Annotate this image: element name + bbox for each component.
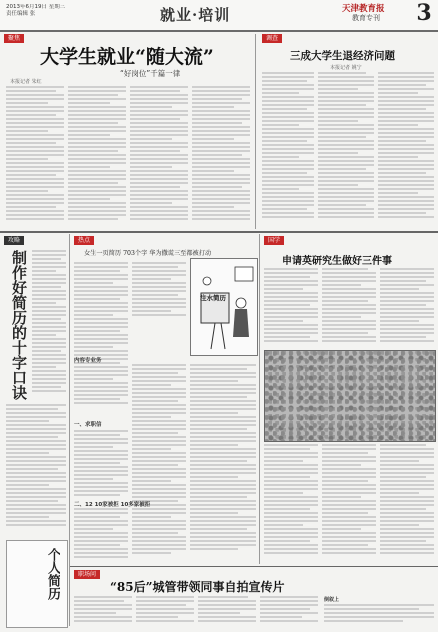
hotspot-subhead-1: 内容专业务	[74, 358, 102, 364]
bottom-col-4	[260, 596, 318, 628]
newspaper-brand-sub: 教育专刊	[352, 14, 380, 22]
survey-col-3	[378, 72, 434, 226]
bottom-col-2	[136, 596, 194, 628]
main-article-col-1	[6, 86, 64, 226]
strategy-col-1	[32, 250, 66, 400]
hotspot-subhead-3: 二、12 10家被拒 10多家被拒	[74, 502, 151, 508]
survey-headline: 三成大学生退经济问题	[290, 50, 395, 62]
survey-col-2	[318, 72, 374, 226]
study-headline: 申请英研究生做好三件事	[282, 256, 392, 267]
hotspot-col-4	[74, 430, 128, 500]
survey-col-1	[262, 72, 314, 226]
cartoon-label: 注水简历	[200, 294, 226, 302]
bottom-headline: “85后”城管带领同事自拍宣传片	[110, 580, 285, 594]
column-divider	[69, 234, 70, 626]
column-divider	[255, 34, 256, 229]
study-tag: 国学	[264, 236, 284, 245]
bottom-col-5	[324, 604, 434, 628]
date-line	[6, 4, 65, 18]
strategy-col-2	[6, 404, 66, 532]
graduation-crowd-photo	[264, 350, 436, 442]
page-number: 3	[416, 2, 432, 24]
bottom-subhead: 倒叙上	[324, 597, 340, 603]
focus-tag: 聚焦	[4, 34, 24, 43]
bottom-col-1	[74, 596, 132, 628]
bottom-section-divider	[70, 566, 438, 567]
column-divider	[259, 234, 260, 564]
cartoon-drawing	[191, 259, 257, 355]
strategy-tag: 攻略	[4, 236, 24, 245]
main-headline: 大学生就业“随大流”	[40, 46, 214, 68]
hotspot-col-5	[74, 508, 128, 568]
study-col-3	[380, 268, 434, 348]
workplace-tag: 职场问	[74, 570, 100, 579]
study-col-2	[322, 268, 376, 348]
hotspot-subhead-2: 一、求职信	[74, 422, 102, 428]
section-title: 就业·培训	[160, 6, 231, 24]
hotspot-col-6	[190, 364, 256, 564]
main-article-col-4	[192, 86, 250, 226]
hotspot-col-2	[132, 262, 186, 322]
study-col-4	[264, 444, 318, 564]
editor-text: 责任编辑 张	[6, 11, 36, 17]
strategy-vertical-headline: 制作好简历的十字口诀	[10, 250, 28, 400]
resume-illustration-caption: 个人简历	[45, 548, 60, 600]
bottom-col-3	[198, 596, 256, 628]
hotspot-col-3	[132, 364, 186, 564]
main-subheadline: “好岗位”千篇一律	[120, 69, 181, 78]
survey-tag: 调查	[262, 34, 282, 43]
cartoon-illustration	[190, 258, 258, 356]
main-byline: 本报记者 朱红	[10, 79, 42, 85]
main-article-col-3	[130, 86, 188, 226]
main-article-col-2	[68, 86, 126, 226]
section-divider	[0, 231, 438, 233]
newspaper-brand: 天津教育报	[342, 4, 385, 14]
study-col-5	[322, 444, 376, 564]
study-col-6	[380, 444, 434, 564]
date-text: 2013年6月19日 星期三	[6, 4, 66, 10]
survey-byline: 本报记者 姚宁	[330, 65, 362, 71]
hotspot-tag: 热点	[74, 236, 94, 245]
hotspot-col-1	[74, 262, 128, 412]
hotspot-headline: 女生一页简历 703个字 华为撒谎三至都被打动	[84, 250, 212, 257]
study-col-1	[264, 268, 318, 348]
